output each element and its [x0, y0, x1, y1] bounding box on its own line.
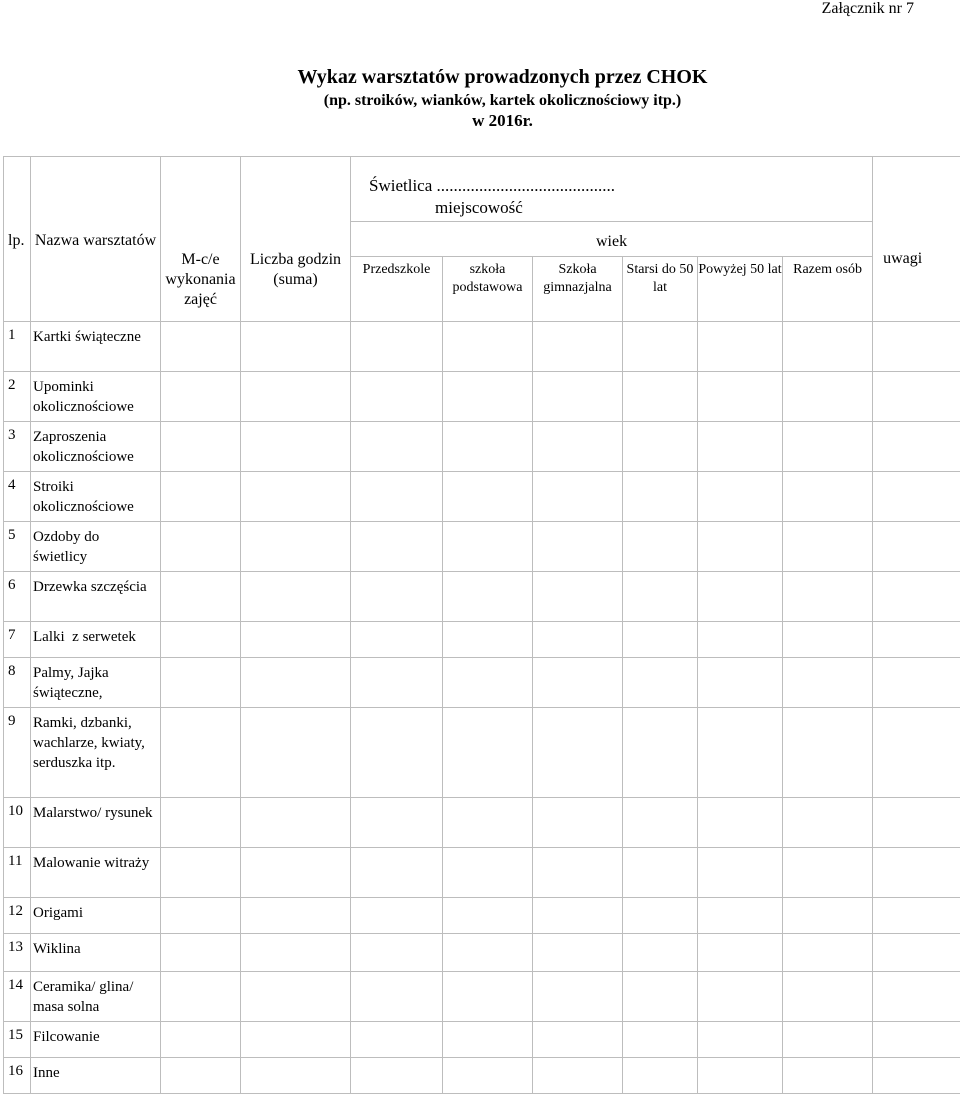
header-place: M-c/e wykonania zajęć — [161, 157, 241, 322]
cell-gymnasium[interactable] — [533, 572, 623, 622]
cell-hours[interactable] — [241, 422, 351, 472]
cell-gymnasium[interactable] — [533, 322, 623, 372]
row-number: 6 — [4, 572, 31, 622]
cell-older[interactable] — [623, 422, 698, 472]
table-row — [4, 798, 960, 848]
row-number: 11 — [4, 848, 31, 898]
workshop-name: Drzewka szczęścia — [31, 572, 161, 622]
cell-place[interactable] — [161, 522, 241, 572]
cell-hours[interactable] — [241, 898, 351, 934]
row-number: 2 — [4, 372, 31, 422]
cell-over50[interactable] — [698, 1058, 783, 1094]
cell-primary[interactable] — [443, 898, 533, 934]
cell-gymnasium[interactable] — [533, 622, 623, 658]
cell-preschool[interactable] — [351, 572, 443, 622]
header-older: Starsi do 50 lat — [623, 257, 698, 322]
cell-over50[interactable] — [698, 422, 783, 472]
table-row — [4, 708, 960, 798]
cell-older[interactable] — [623, 848, 698, 898]
cell-preschool[interactable] — [351, 322, 443, 372]
cell-gymnasium[interactable] — [533, 372, 623, 422]
location-cell — [351, 157, 873, 222]
cell-gymnasium[interactable] — [533, 522, 623, 572]
row-number: 9 — [4, 708, 31, 798]
cell-over50[interactable] — [698, 898, 783, 934]
cell-over50[interactable] — [698, 848, 783, 898]
cell-over50[interactable] — [698, 658, 783, 708]
cell-total[interactable] — [783, 848, 873, 898]
table-row — [4, 658, 960, 708]
cell-notes[interactable] — [873, 322, 960, 372]
header-over50: Powyżej 50 lat — [698, 257, 783, 322]
cell-primary[interactable] — [443, 798, 533, 848]
cell-older[interactable] — [623, 898, 698, 934]
table-row — [4, 622, 960, 658]
cell-gymnasium[interactable] — [533, 934, 623, 972]
cell-total[interactable] — [783, 322, 873, 372]
table-row — [4, 422, 960, 472]
table-row — [4, 472, 960, 522]
workshop-name: Lalki z serwetek — [31, 622, 161, 658]
cell-over50[interactable] — [698, 622, 783, 658]
table-row — [4, 372, 960, 422]
cell-place[interactable] — [161, 472, 241, 522]
workshop-name: Kartki świąteczne — [31, 322, 161, 372]
cell-preschool[interactable] — [351, 1022, 443, 1058]
cell-preschool[interactable] — [351, 708, 443, 798]
header-lp: lp. — [4, 157, 31, 322]
cell-hours[interactable] — [241, 708, 351, 798]
cell-older[interactable] — [623, 1022, 698, 1058]
cell-place[interactable] — [161, 848, 241, 898]
cell-preschool[interactable] — [351, 934, 443, 972]
row-number: 4 — [4, 472, 31, 522]
cell-over50[interactable] — [698, 708, 783, 798]
header-total: Razem osób — [783, 257, 873, 322]
header-hours: Liczba godzin (suma) — [241, 157, 351, 322]
cell-preschool[interactable] — [351, 522, 443, 572]
cell-gymnasium[interactable] — [533, 658, 623, 708]
cell-place[interactable] — [161, 898, 241, 934]
cell-notes[interactable] — [873, 522, 960, 572]
cell-older[interactable] — [623, 572, 698, 622]
cell-preschool[interactable] — [351, 848, 443, 898]
row-number: 14 — [4, 972, 31, 1022]
cell-total[interactable] — [783, 708, 873, 798]
row-number: 3 — [4, 422, 31, 472]
cell-preschool[interactable] — [351, 622, 443, 658]
cell-place[interactable] — [161, 934, 241, 972]
cell-gymnasium[interactable] — [533, 972, 623, 1022]
cell-gymnasium[interactable] — [533, 1022, 623, 1058]
cell-total[interactable] — [783, 934, 873, 972]
cell-notes[interactable] — [873, 798, 960, 848]
cell-primary[interactable] — [443, 934, 533, 972]
table-row — [4, 1022, 960, 1058]
cell-place[interactable] — [161, 972, 241, 1022]
table-row — [4, 1058, 960, 1094]
cell-total[interactable] — [783, 422, 873, 472]
workshop-name: Origami — [31, 898, 161, 934]
cell-place[interactable] — [161, 622, 241, 658]
cell-hours[interactable] — [241, 522, 351, 572]
table-row — [4, 522, 960, 572]
cell-place[interactable] — [161, 1022, 241, 1058]
cell-place[interactable] — [161, 798, 241, 848]
document-title: Wykaz warsztatów prowadzonych przez CHOK — [0, 66, 960, 89]
row-number: 7 — [4, 622, 31, 658]
cell-over50[interactable] — [698, 522, 783, 572]
cell-notes[interactable] — [873, 972, 960, 1022]
cell-older[interactable] — [623, 658, 698, 708]
workshop-name: Zaproszenia okolicznościowe — [31, 422, 161, 472]
row-number: 13 — [4, 934, 31, 972]
cell-over50[interactable] — [698, 798, 783, 848]
workshop-name: Ramki, dzbanki, wachlarze, kwiaty, serduszka itp. — [31, 708, 161, 798]
row-number: 5 — [4, 522, 31, 572]
table-row — [4, 572, 960, 622]
cell-notes[interactable] — [873, 472, 960, 522]
header-workshop-name: Nazwa warsztatów — [31, 157, 161, 322]
cell-total[interactable] — [783, 372, 873, 422]
cell-notes[interactable] — [873, 1022, 960, 1058]
cell-gymnasium[interactable] — [533, 472, 623, 522]
cell-total[interactable] — [783, 522, 873, 572]
cell-primary[interactable] — [443, 572, 533, 622]
workshop-name: Filcowanie — [31, 1022, 161, 1058]
cell-over50[interactable] — [698, 934, 783, 972]
cell-hours[interactable] — [241, 1022, 351, 1058]
cell-older[interactable] — [623, 372, 698, 422]
cell-notes[interactable] — [873, 848, 960, 898]
cell-primary[interactable] — [443, 1022, 533, 1058]
cell-primary[interactable] — [443, 708, 533, 798]
cell-older[interactable] — [623, 472, 698, 522]
cell-notes[interactable] — [873, 708, 960, 798]
row-number: 16 — [4, 1058, 31, 1094]
table-row — [4, 972, 960, 1022]
document-year: w 2016r. — [0, 111, 960, 131]
header-primary: szkoła podstawowa — [443, 257, 533, 322]
cell-gymnasium[interactable] — [533, 798, 623, 848]
cell-older[interactable] — [623, 1058, 698, 1094]
table-row — [4, 848, 960, 898]
row-number: 10 — [4, 798, 31, 848]
cell-notes[interactable] — [873, 622, 960, 658]
cell-hours[interactable] — [241, 572, 351, 622]
cell-total[interactable] — [783, 1058, 873, 1094]
document-subtitle: (np. stroików, wianków, kartek okolicznościowy itp.) — [0, 92, 960, 110]
cell-over50[interactable] — [698, 1022, 783, 1058]
cell-primary[interactable] — [443, 522, 533, 572]
cell-primary[interactable] — [443, 372, 533, 422]
table-row — [4, 898, 960, 934]
cell-hours[interactable] — [241, 472, 351, 522]
cell-primary[interactable] — [443, 322, 533, 372]
cell-place[interactable] — [161, 1058, 241, 1094]
cell-preschool[interactable] — [351, 472, 443, 522]
cell-primary[interactable] — [443, 658, 533, 708]
cell-notes[interactable] — [873, 422, 960, 472]
workshop-name: Wiklina — [31, 934, 161, 972]
cell-hours[interactable] — [241, 1058, 351, 1094]
cell-preschool[interactable] — [351, 372, 443, 422]
cell-hours[interactable] — [241, 658, 351, 708]
cell-place[interactable] — [161, 572, 241, 622]
cell-primary[interactable] — [443, 622, 533, 658]
cell-total[interactable] — [783, 1022, 873, 1058]
table-row — [4, 934, 960, 972]
cell-primary[interactable] — [443, 1058, 533, 1094]
workshop-rows — [4, 322, 960, 1094]
cell-preschool[interactable] — [351, 1058, 443, 1094]
cell-notes[interactable] — [873, 372, 960, 422]
workshop-name: Malowanie witraży — [31, 848, 161, 898]
cell-place[interactable] — [161, 658, 241, 708]
table-row — [4, 322, 960, 372]
cell-place[interactable] — [161, 422, 241, 472]
cell-hours[interactable] — [241, 848, 351, 898]
cell-place[interactable] — [161, 372, 241, 422]
cell-notes[interactable] — [873, 898, 960, 934]
cell-notes[interactable] — [873, 1058, 960, 1094]
annex-label: Załącznik nr 7 — [822, 0, 914, 18]
cell-over50[interactable] — [698, 322, 783, 372]
header-notes: uwagi — [873, 157, 960, 322]
header-age: wiek — [351, 222, 873, 257]
cell-total[interactable] — [783, 798, 873, 848]
cell-preschool[interactable] — [351, 658, 443, 708]
workshop-name: Upominki okolicznościowe — [31, 372, 161, 422]
cell-preschool[interactable] — [351, 972, 443, 1022]
cell-place[interactable] — [161, 708, 241, 798]
location-caption: miejscowość — [351, 198, 872, 218]
cell-gymnasium[interactable] — [533, 708, 623, 798]
cell-older[interactable] — [623, 322, 698, 372]
cell-over50[interactable] — [698, 372, 783, 422]
workshop-name: Palmy, Jajka świąteczne, — [31, 658, 161, 708]
workshop-name: Inne — [31, 1058, 161, 1094]
cell-over50[interactable] — [698, 472, 783, 522]
cell-total[interactable] — [783, 622, 873, 658]
cell-older[interactable] — [623, 622, 698, 658]
cell-older[interactable] — [623, 934, 698, 972]
cell-older[interactable] — [623, 972, 698, 1022]
cell-over50[interactable] — [698, 572, 783, 622]
cell-hours[interactable] — [241, 622, 351, 658]
cell-total[interactable] — [783, 472, 873, 522]
cell-hours[interactable] — [241, 372, 351, 422]
cell-preschool[interactable] — [351, 798, 443, 848]
cell-gymnasium[interactable] — [533, 848, 623, 898]
cell-notes[interactable] — [873, 572, 960, 622]
cell-hours[interactable] — [241, 934, 351, 972]
workshop-name: Stroiki okolicznościowe — [31, 472, 161, 522]
cell-total[interactable] — [783, 658, 873, 708]
cell-hours[interactable] — [241, 798, 351, 848]
workshop-name: Ozdoby do świetlicy — [31, 522, 161, 572]
cell-gymnasium[interactable] — [533, 422, 623, 472]
cell-older[interactable] — [623, 798, 698, 848]
cell-primary[interactable] — [443, 972, 533, 1022]
cell-place[interactable] — [161, 322, 241, 372]
row-number: 15 — [4, 1022, 31, 1058]
header-gymnasium: Szkoła gimnazjalna — [533, 257, 623, 322]
cell-primary[interactable] — [443, 472, 533, 522]
cell-gymnasium[interactable] — [533, 1058, 623, 1094]
cell-hours[interactable] — [241, 972, 351, 1022]
workshops-table — [3, 156, 960, 1094]
row-number: 1 — [4, 322, 31, 372]
cell-preschool[interactable] — [351, 422, 443, 472]
cell-over50[interactable] — [698, 972, 783, 1022]
cell-preschool[interactable] — [351, 898, 443, 934]
cell-gymnasium[interactable] — [533, 898, 623, 934]
cell-older[interactable] — [623, 522, 698, 572]
cell-older[interactable] — [623, 708, 698, 798]
row-number: 8 — [4, 658, 31, 708]
workshop-name: Ceramika/ glina/ masa solna — [31, 972, 161, 1022]
header-preschool: Przedszkole — [351, 257, 443, 322]
cell-hours[interactable] — [241, 322, 351, 372]
location-line: Świetlica .......................................... — [351, 176, 872, 196]
cell-total[interactable] — [783, 898, 873, 934]
cell-total[interactable] — [783, 572, 873, 622]
cell-notes[interactable] — [873, 658, 960, 708]
cell-primary[interactable] — [443, 848, 533, 898]
cell-primary[interactable] — [443, 422, 533, 472]
cell-notes[interactable] — [873, 934, 960, 972]
workshop-name: Malarstwo/ rysunek — [31, 798, 161, 848]
row-number: 12 — [4, 898, 31, 934]
cell-total[interactable] — [783, 972, 873, 1022]
